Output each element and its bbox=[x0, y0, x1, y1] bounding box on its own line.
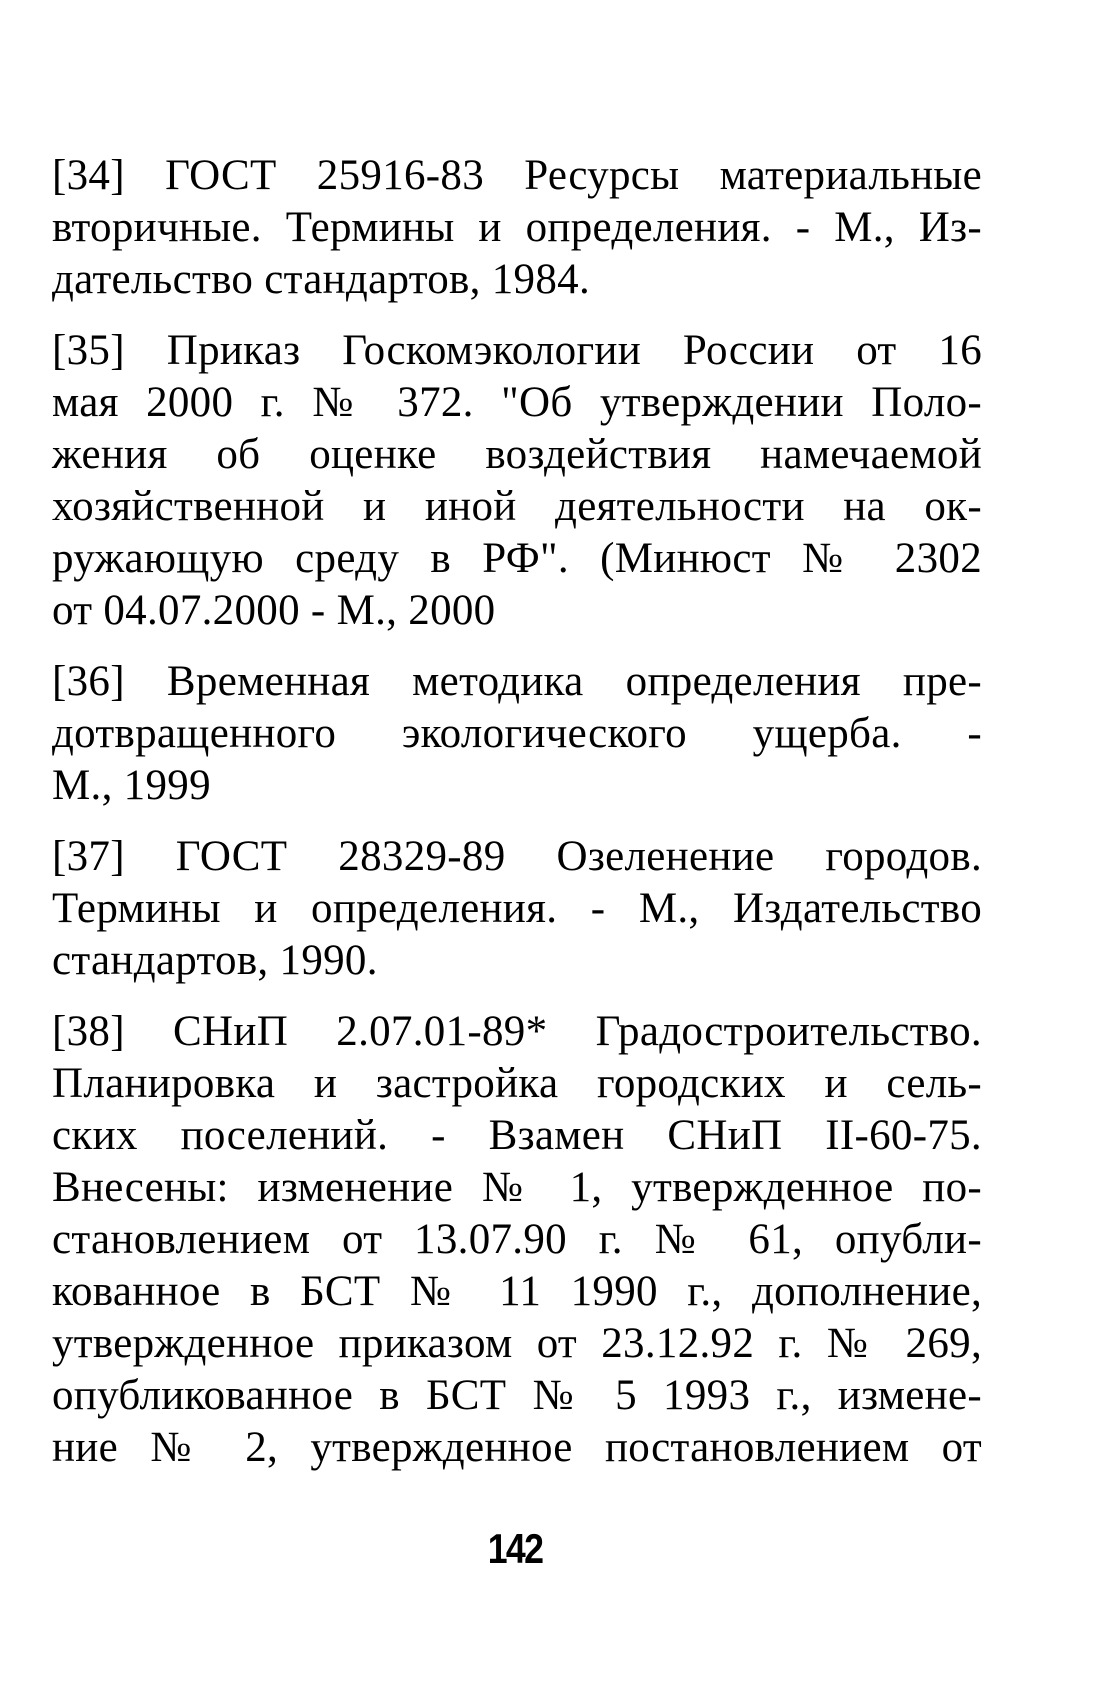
reference-line: [36] Временная методика определения пре- bbox=[52, 658, 982, 705]
reference-line: дательство стандартов, 1984. bbox=[52, 256, 591, 303]
reference-line: ние № 2, утвержденное постановлением от bbox=[52, 1424, 982, 1471]
reference-37 bbox=[52, 831, 982, 987]
reference-line: жения об оценке воздействия намечаемой bbox=[52, 431, 982, 478]
reference-line: [37] ГОСТ 28329-89 Озеленение городов. bbox=[52, 833, 982, 880]
reference-line: Термины и определения. - М., Издательство bbox=[52, 885, 982, 932]
reference-line: кованное в БСТ № 11 1990 г., дополнение, bbox=[52, 1268, 982, 1315]
bibliography-list bbox=[52, 150, 982, 1493]
reference-line: [35] Приказ Госкомэкологии России от 16 bbox=[52, 327, 982, 374]
reference-line: дотвращенного экологического ущерба. - bbox=[52, 710, 982, 757]
reference-38 bbox=[52, 1006, 982, 1474]
reference-line: ских поселений. - Взамен СНиП II-60-75. bbox=[52, 1112, 982, 1159]
reference-line: мая 2000 г. № 372. "Об утверждении Поло- bbox=[52, 379, 982, 426]
reference-line: опубликованное в БСТ № 5 1993 г., измене- bbox=[52, 1372, 982, 1419]
reference-line: [34] ГОСТ 25916-83 Ресурсы материальные bbox=[52, 152, 982, 199]
reference-34 bbox=[52, 150, 982, 306]
reference-36 bbox=[52, 656, 982, 812]
reference-line: Планировка и застройка городских и сель- bbox=[52, 1060, 982, 1107]
reference-line: М., 1999 bbox=[52, 762, 211, 809]
reference-line: ружающую среду в РФ". (Минюст № 2302 bbox=[52, 535, 982, 582]
reference-35 bbox=[52, 325, 982, 637]
reference-line: Внесены: изменение № 1, утвержденное по- bbox=[52, 1164, 982, 1211]
page-number: 142 bbox=[487, 1525, 543, 1572]
reference-line: стандартов, 1990. bbox=[52, 937, 378, 984]
reference-line: хозяйственной и иной деятельности на ок- bbox=[52, 483, 982, 530]
reference-line: [38] СНиП 2.07.01-89* Градостроительство. bbox=[52, 1008, 982, 1055]
reference-line: утвержденное приказом от 23.12.92 г. № 269, bbox=[52, 1320, 982, 1367]
reference-line: вторичные. Термины и определения. - М., Из- bbox=[52, 204, 982, 251]
reference-line: становлением от 13.07.90 г. № 61, опубли- bbox=[52, 1216, 982, 1263]
reference-line: от 04.07.2000 - М., 2000 bbox=[52, 587, 496, 634]
